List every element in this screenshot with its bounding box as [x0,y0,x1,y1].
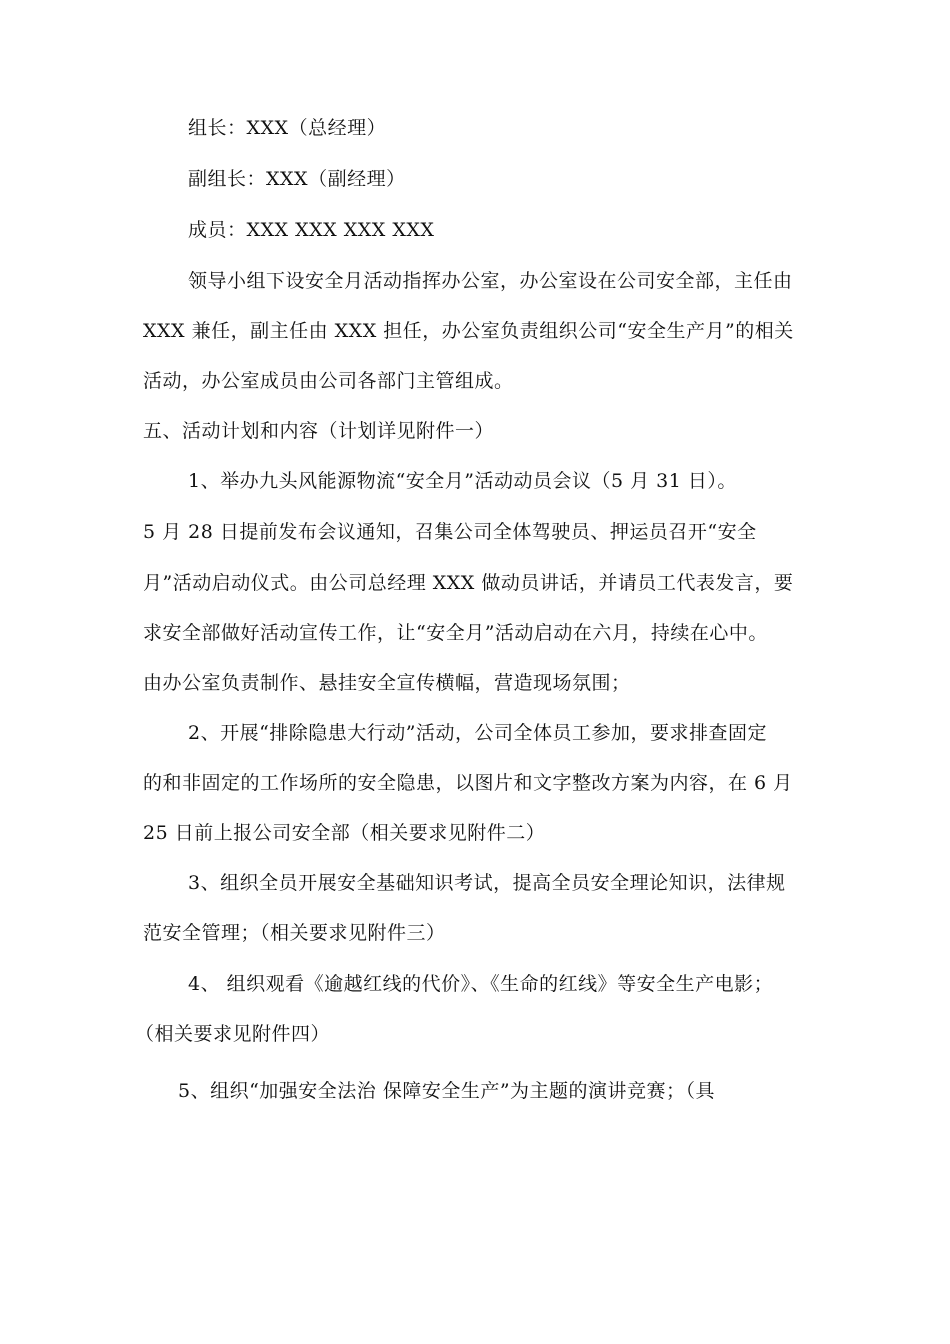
item-2-line-1: 2、开展“排除隐患大行动”活动，公司全体员工参加，要求排查固定 [188,722,768,744]
paragraph-office-line-2: XXX 兼任，副主任由 XXX 担任，办公室负责组织公司“安全生产月”的相关 [143,320,794,342]
item-2-line-2: 的和非固定的工作场所的安全隐患，以图片和文字整改方案为内容，在 6 月 [143,772,793,794]
item-5-line-1: 5、组织“加强安全法治 保障安全生产”为主题的演讲竞赛；（具 [178,1080,716,1102]
item-1-line-5: 由办公室负责制作、悬挂安全宣传横幅，营造现场氛围； [143,672,631,694]
paragraph-office-line-3: 活动，办公室成员由公司各部门主管组成。 [143,370,514,392]
item-4-line-1: 4、 组织观看《逾越红线的代价》、《生命的红线》等安全生产电影； [188,973,774,995]
item-1-line-2: 5 月 28 日提前发布会议通知，召集公司全体驾驶员、押运员召开“安全 [143,521,757,543]
paragraph-office-line-1: 领导小组下设安全月活动指挥办公室，办公室设在公司安全部，主任由 [188,270,793,292]
item-3-line-2: 范安全管理；（相关要求见附件三） [143,922,446,944]
line-deputy-leader: 副组长：XXX（副经理） [188,168,406,190]
section-heading-activities: 五、活动计划和内容（计划详见附件一） [143,420,495,442]
item-1-line-4: 求安全部做好活动宣传工作，让“安全月”活动启动在六月，持续在心中。 [143,622,768,644]
item-1-line-3: 月”活动启动仪式。由公司总经理 XXX 做动员讲话，并请员工代表发言，要 [143,572,794,594]
item-4-line-2: （相关要求见附件四） [135,1023,331,1045]
item-1-line-1: 1、举办九头风能源物流“安全月”活动动员会议（5 月 31 日）。 [188,470,737,492]
line-team-leader: 组长：XXX（总经理） [188,117,387,139]
item-2-line-3: 25 日前上报公司安全部（相关要求见附件二） [143,822,546,844]
line-members: 成员：XXX XXX XXX XXX [188,219,435,241]
item-3-line-1: 3、组织全员开展安全基础知识考试，提高全员安全理论知识，法律规 [188,872,786,894]
